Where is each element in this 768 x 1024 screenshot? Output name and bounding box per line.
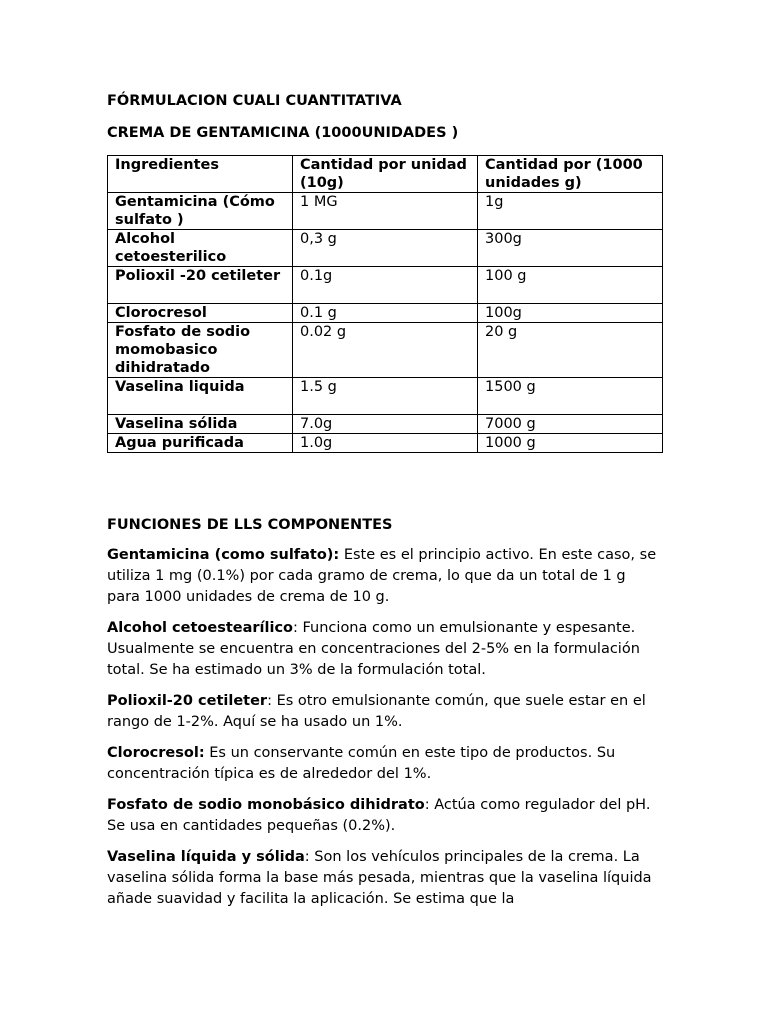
function-paragraph: [107, 795, 662, 837]
qty-per-1000: 1500 g: [478, 378, 663, 415]
document-page: [107, 90, 662, 910]
ingredient-name: Gentamicina (Cómo sulfato ): [108, 193, 293, 230]
ingredient-name: Agua purificada: [108, 434, 293, 453]
ingredient-name: Clorocresol: [108, 304, 293, 323]
table-row: [108, 267, 663, 304]
qty-per-1000: 1000 g: [478, 434, 663, 453]
function-term: Vaselina líquida y sólida: [107, 849, 305, 865]
qty-per-unit: 0,3 g: [293, 230, 478, 267]
function-text: : Funciona como un emulsionante y espesante. Usualmente se encuentra en concentraciones del 2-5% en la formulación total. Se ha estimado un 3% de la formulación total.: [107, 620, 640, 678]
function-text: : Son los vehículos principales de la crema. La vaselina sólida forma la base más pesada, mientras que la vaselina líquida añade suavidad y facilita la aplicación. Se estima que la: [107, 849, 652, 907]
function-paragraph: [107, 618, 662, 681]
table-header-row: [108, 156, 663, 193]
qty-per-unit: 0.1g: [293, 267, 478, 304]
table-row: [108, 230, 663, 267]
header-cantidad-unidad: Cantidad por unidad (10g): [293, 156, 478, 193]
ingredient-name: Vaselina sólida: [108, 415, 293, 434]
functions-heading: FUNCIONES DE LLS COMPONENTES: [107, 517, 393, 533]
function-text: Este es el principio activo. En este caso, se utiliza 1 mg (0.1%) por cada gramo de crema, lo que da un total de 1 g para 1000 unidades de crema de 10 g.: [107, 547, 657, 605]
qty-per-1000: 100g: [478, 304, 663, 323]
qty-per-unit: 1.5 g: [293, 378, 478, 415]
table-row: [108, 323, 663, 378]
function-paragraph: [107, 545, 662, 608]
qty-per-unit: 0.1 g: [293, 304, 478, 323]
qty-per-unit: 0.02 g: [293, 323, 478, 378]
header-ingredientes: Ingredientes: [108, 156, 293, 193]
ingredient-name: Polioxil -20 cetileter: [108, 267, 293, 304]
header-cantidad-1000: Cantidad por (1000 unidades g): [478, 156, 663, 193]
ingredient-name: Fosfato de sodio momobasico dihidratado: [108, 323, 293, 378]
function-term: Fosfato de sodio monobásico dihidrato: [107, 797, 425, 813]
function-paragraph: [107, 743, 662, 785]
table-row: [108, 378, 663, 415]
qty-per-1000: 100 g: [478, 267, 663, 304]
qty-per-unit: 1.0g: [293, 434, 478, 453]
qty-per-1000: 300g: [478, 230, 663, 267]
function-term: Alcohol cetoestearílico: [107, 620, 294, 636]
document-subtitle: CREMA DE GENTAMICINA (1000UNIDADES ): [107, 125, 459, 141]
table-row: [108, 304, 663, 323]
function-text: Es un conservante común en este tipo de productos. Su concentración típica es de alrededor del 1%.: [107, 745, 616, 782]
table-row: [108, 415, 663, 434]
ingredients-table: [107, 155, 663, 453]
qty-per-unit: 1 MG: [293, 193, 478, 230]
functions-section: [107, 515, 662, 910]
qty-per-1000: 20 g: [478, 323, 663, 378]
qty-per-1000: 1g: [478, 193, 663, 230]
document-title: FÓRMULACION CUALI CUANTITATIVA: [107, 93, 402, 109]
qty-per-unit: 7.0g: [293, 415, 478, 434]
function-text: : Es otro emulsionante común, que suele estar en el rango de 1-2%. Aquí se ha usado un 1%.: [107, 693, 646, 730]
function-text: : Actúa como regulador del pH. Se usa en cantidades pequeñas (0.2%).: [107, 797, 651, 834]
ingredient-name: Alcohol cetoesterilico: [108, 230, 293, 267]
function-term: Clorocresol:: [107, 745, 205, 761]
qty-per-1000: 7000 g: [478, 415, 663, 434]
function-paragraph: [107, 691, 662, 733]
ingredient-name: Vaselina liquida: [108, 378, 293, 415]
table-row: [108, 193, 663, 230]
function-term: Gentamicina (como sulfato):: [107, 547, 340, 563]
function-paragraph: [107, 847, 662, 910]
function-term: Polioxil-20 cetileter: [107, 693, 268, 709]
table-row: [108, 434, 663, 453]
